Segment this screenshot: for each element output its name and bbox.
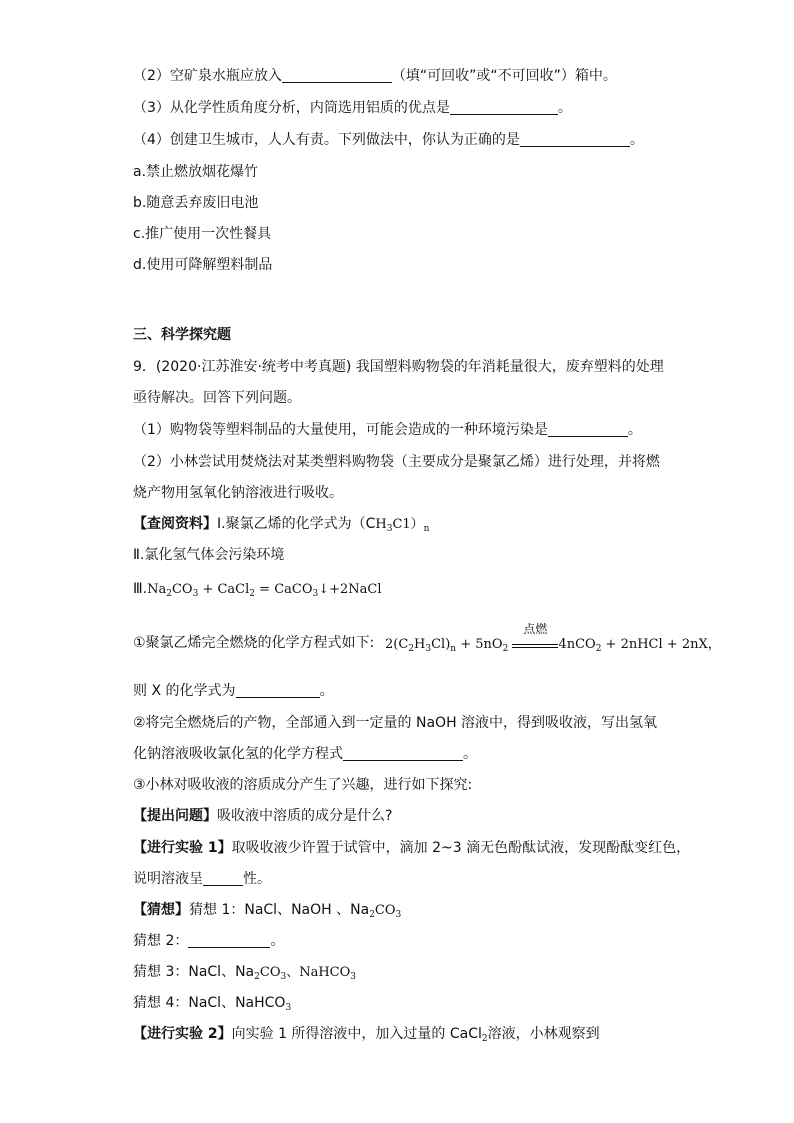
section-title: 三、科学探究题	[133, 327, 231, 343]
answer-blank[interactable]	[343, 746, 463, 761]
answer-blank[interactable]	[450, 100, 558, 115]
info-line-2: Ⅱ.氯化氢气体会污染环境	[133, 547, 285, 563]
q9-stem-cont: 亟待解决。回答下列问题。	[133, 390, 301, 406]
option-d: d.使用可降解塑料制品	[133, 257, 273, 273]
guess-2: 猜想 2： 。	[133, 933, 285, 949]
answer-blank[interactable]	[188, 933, 270, 948]
answer-blank[interactable]	[520, 132, 630, 147]
option-a: a.禁止燃放烟花爆竹	[133, 164, 259, 180]
combustion-intro: ①聚氯乙烯完全燃烧的化学方程式如下:	[133, 635, 375, 651]
answer-blank[interactable]	[203, 871, 243, 886]
answer-blank[interactable]	[548, 422, 628, 437]
experiment1-line: 【进行实验 1】取吸收液少许置于试管中，滴加 2~3 滴无色酚酞试液，发现酚酞变红色，	[133, 840, 691, 856]
step3-line: ③小林对吸收液的溶质成分产生了兴趣，进行如下探究:	[133, 777, 473, 793]
info-line-1: 【查阅资料】Ⅰ.聚氯乙烯的化学式为$(CH_3C1)_n$	[133, 516, 430, 534]
q9-part2-cont: 烧产物用氢氧化钠溶液进行吸收。	[133, 485, 343, 501]
x-formula-line: 则 X 的化学式为 。	[133, 683, 334, 699]
step2-line-2: 化钠溶液吸收氯化氢的化学方程式 。	[133, 746, 477, 762]
info-line-3: $Ⅲ.Na_2CO_3$ + CaCl$_2$ = CaCO$_3$↓+2NaCl	[133, 581, 382, 599]
option-b: b.随意丢弃废旧电池	[133, 195, 259, 211]
option-c: c.推广使用一次性餐具	[133, 226, 272, 242]
q9-stem: 9．(2020·江苏淮安·统考中考真题) 我国塑料购物袋的年消耗量很大，废弃塑料的处理	[133, 359, 664, 375]
answer-blank[interactable]	[282, 68, 392, 83]
q9-part2: （2）小林尝试用焚烧法对某类塑料购物袋（主要成分是聚氯乙烯）进行处理，并将燃	[133, 454, 660, 470]
guess-4: 猜想 4：NaCl、NaHCO$_3$	[133, 995, 292, 1013]
guess-3: 猜想 3：NaCl、$Na_2CO_3$、NaHCO$_3$	[133, 964, 357, 982]
guess-1: 【猜想】猜想 1：NaCl、NaOH 、$Na_2CO_3$	[133, 902, 402, 920]
combustion-equation: $2(C_2H_3Cl)_n + 5nO_2$ 点燃 4nCO$_2$ + 2nHCl + 2nX，	[385, 622, 721, 654]
step2-line-1: ②将完全燃烧后的产物，全部通入到一定量的 NaOH 溶液中，得到吸收液，写出氢氧	[133, 715, 658, 731]
q8-part4: （4）创建卫生城市，人人有责。下列做法中，你认为正确的是 。	[133, 132, 644, 148]
reaction-equation: $Na_2CO_3$ + CaCl$_2$ = CaCO$_3$↓+2NaCl	[147, 582, 382, 599]
q8-part3: （3）从化学性质角度分析，内筒选用铝质的优点是 。	[133, 100, 572, 116]
experiment2-line: 【进行实验 2】向实验 1 所得溶液中，加入过量的 CaCl$_2$溶液，小林观察到	[133, 1026, 600, 1044]
question-line: 【提出问题】吸收液中溶质的成分是什么?	[133, 808, 393, 824]
experiment1-cont: 说明溶液呈 性。	[133, 871, 271, 887]
answer-blank[interactable]	[236, 683, 320, 698]
q9-part1: （1）购物袋等塑料制品的大量使用，可能会造成的一种环境污染是 。	[133, 422, 642, 438]
reaction-condition: 点燃	[512, 637, 558, 648]
q8-part2: （2）空矿泉水瓶应放入 （填“可回收”或“不可回收”）箱中。	[133, 68, 617, 84]
